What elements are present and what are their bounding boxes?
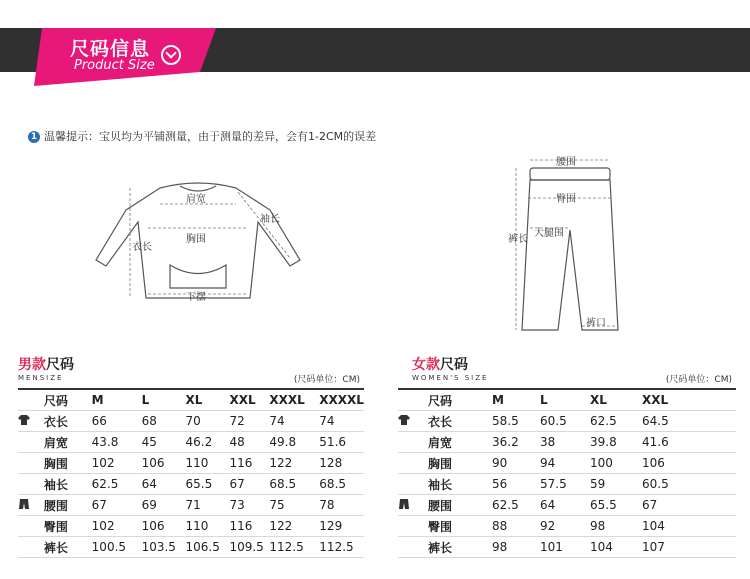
size-value: 48 — [229, 435, 245, 449]
measure-name: 臀围 — [43, 519, 68, 534]
size-value: 60.5 — [540, 414, 567, 428]
label-shoulder: 肩宽 — [186, 194, 206, 205]
size-value: 106 — [141, 456, 165, 470]
size-value: 60.5 — [642, 477, 669, 491]
header-cell: XXL — [642, 393, 669, 407]
size-value: 57.5 — [540, 477, 567, 491]
women-unit: (尺码单位：CM) — [665, 375, 732, 385]
header-cell: L — [540, 393, 548, 407]
header-cell: XXL — [229, 393, 256, 407]
size-value: 101 — [540, 540, 563, 554]
size-value: 74 — [269, 414, 285, 428]
table-row — [398, 411, 736, 432]
measure-name: 衣长 — [43, 414, 68, 429]
size-value: 102 — [91, 456, 115, 470]
size-value: 68 — [141, 414, 157, 428]
size-value: 39.8 — [590, 435, 617, 449]
size-value: 107 — [642, 540, 665, 554]
header-cell: XL — [590, 393, 607, 407]
measure-name: 裤长 — [43, 540, 68, 555]
size-value: 68.5 — [269, 477, 297, 491]
women-title-b: 尺码 — [440, 357, 468, 373]
table-row — [398, 453, 736, 474]
size-value: 71 — [185, 498, 201, 512]
table-row — [398, 537, 736, 558]
size-value: 49.8 — [269, 435, 297, 449]
table-row — [398, 495, 736, 516]
size-value: 45 — [141, 435, 157, 449]
table-row — [18, 516, 364, 537]
size-value: 67 — [91, 498, 107, 512]
measure-name: 肩宽 — [428, 435, 453, 450]
label-sleeve: 袖长 — [260, 214, 280, 225]
size-value: 129 — [319, 519, 343, 533]
page-title: 尺码信息 — [70, 38, 151, 60]
chevron-down-icon — [161, 45, 181, 65]
size-value: 66 — [91, 414, 107, 428]
label-cuff: 裤口 — [586, 318, 606, 329]
size-value: 56 — [492, 477, 508, 491]
measure-name: 衣长 — [428, 414, 453, 429]
size-value: 70 — [185, 414, 201, 428]
header-cell: M — [492, 393, 504, 407]
measure-name: 腰围 — [428, 498, 453, 513]
size-value: 88 — [492, 519, 508, 533]
size-value: 106 — [642, 456, 665, 470]
info-number-icon: 1 — [28, 131, 40, 143]
size-value: 59 — [590, 477, 606, 491]
women-size-panel — [398, 350, 736, 579]
size-value: 64 — [141, 477, 157, 491]
size-value: 94 — [540, 456, 556, 470]
size-value: 65.5 — [185, 477, 213, 491]
size-value: 58.5 — [492, 414, 519, 428]
size-value: 68.5 — [319, 477, 347, 491]
size-value: 103.5 — [141, 540, 176, 554]
size-value: 78 — [319, 498, 335, 512]
size-value: 122 — [269, 456, 293, 470]
measure-name: 袖长 — [43, 477, 68, 492]
size-value: 104 — [590, 540, 613, 554]
label-chest: 胸围 — [186, 234, 206, 245]
size-value: 106.5 — [185, 540, 220, 554]
size-value: 75 — [269, 498, 285, 512]
page-subtitle: Product Size — [74, 58, 155, 73]
men-unit: (尺码单位：CM) — [293, 375, 360, 385]
size-value: 98 — [492, 540, 508, 554]
women-header-row — [398, 389, 736, 411]
size-value: 110 — [185, 519, 209, 533]
header-cell: L — [141, 393, 150, 407]
table-row — [18, 453, 364, 474]
size-value: 100 — [590, 456, 613, 470]
men-title — [18, 354, 74, 374]
shirt-icon — [398, 414, 410, 426]
size-value: 104 — [642, 519, 665, 533]
women-size-table — [398, 388, 736, 558]
label-hip: 臀围 — [556, 194, 576, 205]
label-thigh: 大腿围 — [534, 228, 564, 239]
table-row — [18, 411, 364, 432]
table-row — [18, 537, 364, 558]
size-value: 36.2 — [492, 435, 519, 449]
measure-name: 胸围 — [43, 456, 68, 471]
size-value: 100.5 — [91, 540, 127, 554]
size-value: 62.5 — [492, 498, 519, 512]
label-pant-length: 裤长 — [508, 234, 528, 245]
size-value: 98 — [590, 519, 606, 533]
size-value: 92 — [540, 519, 556, 533]
pants-icon — [18, 498, 30, 510]
size-value: 110 — [185, 456, 209, 470]
jacket-diagram — [90, 170, 310, 310]
measure-name: 胸围 — [428, 456, 453, 471]
size-value: 122 — [269, 519, 293, 533]
table-row — [18, 495, 364, 516]
size-value: 38 — [540, 435, 556, 449]
size-value: 106 — [141, 519, 165, 533]
table-row — [398, 474, 736, 495]
measure-name: 裤长 — [428, 540, 453, 555]
size-value: 51.6 — [319, 435, 347, 449]
size-value: 116 — [229, 456, 253, 470]
table-row — [18, 432, 364, 453]
measure-name: 腰围 — [43, 498, 68, 513]
measure-name: 袖长 — [428, 477, 453, 492]
size-value: 112.5 — [319, 540, 354, 554]
header-cell: XL — [185, 393, 203, 407]
table-row — [398, 516, 736, 537]
size-value: 67 — [229, 477, 245, 491]
measure-name: 肩宽 — [43, 435, 68, 450]
header-cell: 尺码 — [43, 393, 68, 408]
women-title — [412, 354, 468, 374]
tip-text: 温馨提示：宝贝均为平铺测量，由于测量的差异，会有1-2CM的误差 — [44, 130, 377, 143]
men-header-row — [18, 389, 364, 411]
men-title-a: 男款 — [18, 357, 46, 373]
measure-name: 臀围 — [428, 519, 453, 534]
size-value: 69 — [141, 498, 157, 512]
men-title-b: 尺码 — [46, 357, 74, 373]
shirt-icon — [18, 414, 30, 426]
table-row — [18, 474, 364, 495]
size-value: 43.8 — [91, 435, 119, 449]
size-value: 41.6 — [642, 435, 669, 449]
size-value: 112.5 — [269, 540, 304, 554]
header-cell: 尺码 — [428, 393, 453, 408]
size-value: 128 — [319, 456, 343, 470]
size-value: 102 — [91, 519, 115, 533]
header-cell: XXXL — [269, 393, 305, 407]
label-hem: 下摆 — [186, 292, 206, 303]
size-value: 64 — [540, 498, 556, 512]
size-value: 109.5 — [229, 540, 264, 554]
size-value: 72 — [229, 414, 245, 428]
size-value: 65.5 — [590, 498, 617, 512]
table-row — [398, 432, 736, 453]
size-value: 46.2 — [185, 435, 213, 449]
size-value: 74 — [319, 414, 335, 428]
pants-diagram — [500, 150, 650, 335]
size-value: 90 — [492, 456, 508, 470]
men-subtitle: MENSIZE — [18, 374, 64, 382]
size-value: 67 — [642, 498, 658, 512]
size-value: 64.5 — [642, 414, 669, 428]
size-value: 116 — [229, 519, 253, 533]
label-length: 衣长 — [132, 242, 152, 253]
women-title-a: 女款 — [412, 357, 440, 373]
measurement-tip — [28, 128, 376, 144]
women-subtitle: WOMEN'S SIZE — [412, 374, 489, 382]
pants-icon — [398, 498, 410, 510]
header-cell: XXXXL — [319, 393, 364, 407]
size-value: 73 — [229, 498, 245, 512]
size-value: 62.5 — [91, 477, 119, 491]
header-cell: M — [91, 393, 104, 407]
men-size-table — [18, 388, 364, 558]
size-value: 62.5 — [590, 414, 617, 428]
label-waist: 腰围 — [556, 157, 576, 168]
men-size-panel — [18, 350, 364, 579]
